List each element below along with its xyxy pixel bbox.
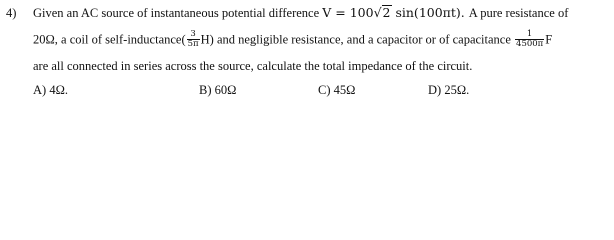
question-text-1a: Given an AC source of instantaneous potential difference: [33, 6, 320, 20]
voltage-eq-lhs: V = 100: [322, 5, 374, 20]
question-text-2b: H) and negligible resistance, and a capacitor or of capacitance: [200, 32, 515, 47]
capacitance-fraction: [515, 30, 544, 49]
question-text-2c: F: [545, 32, 553, 47]
option-d[interactable]: D) 25Ω.: [428, 83, 470, 97]
capacitance-numerator: 1: [526, 29, 533, 39]
voltage-eq-rhs: sin(100πt).: [391, 5, 465, 20]
question-line-3: are all connected in series across the source, calculate the total impedance of the circuit.: [33, 59, 473, 73]
sqrt-sign: √: [373, 5, 382, 20]
inductance-fraction: [187, 30, 200, 49]
question-text-2a: 20Ω, a coil of self-inductance(: [33, 32, 186, 47]
option-b[interactable]: B) 60Ω: [199, 83, 237, 97]
option-c[interactable]: C) 45Ω: [318, 83, 356, 97]
sqrt-radicand: 2: [382, 5, 391, 20]
inductance-denominator: 5π: [187, 39, 199, 49]
question-line-2: [33, 31, 552, 50]
option-a[interactable]: A) 4Ω.: [33, 83, 68, 97]
question-text-1b: A pure resistance of: [468, 6, 569, 20]
capacitance-denominator: 4500π: [516, 39, 544, 49]
inductance-numerator: 3: [190, 29, 196, 39]
question-number: 4): [6, 6, 17, 20]
voltage-equation: [322, 5, 468, 20]
question-block: [0, 0, 614, 106]
question-line-1: [33, 5, 568, 21]
sqrt-symbol: [374, 5, 392, 21]
